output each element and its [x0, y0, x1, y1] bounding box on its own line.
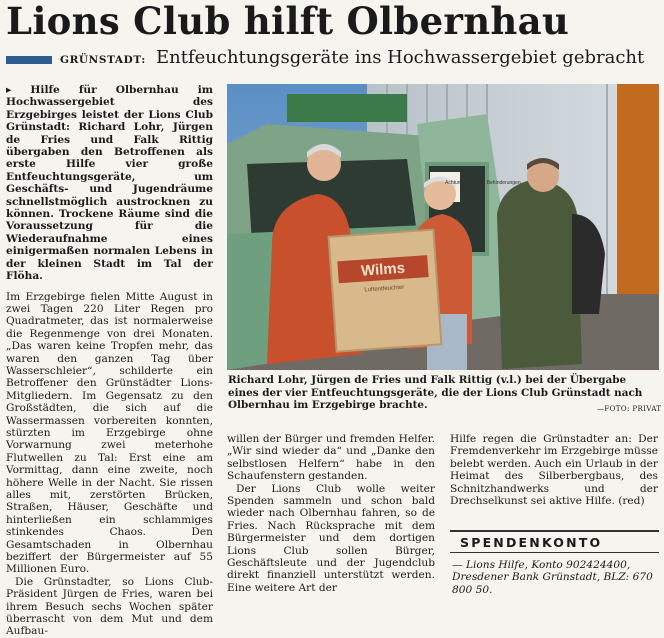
headline: Lions Club hilft Olbernhau [6, 0, 570, 43]
body-paragraph: Die Grünstadter, so Lions Club-Präsident Jürgen de Fries, waren bei ihrem Besuch sechs Wochen später überrascht von dem Mut und dem Aufbau- [6, 575, 213, 638]
donation-top-rule [450, 530, 659, 532]
photo-credit: —FOTO: PRIVAT [597, 405, 662, 413]
subheadline: Entfeuchtungsgeräte ins Hochwassergebiet gebracht [156, 47, 645, 68]
box-brand-label: Wilms [360, 259, 406, 280]
sign-label: Achtung Baustelle Behinderungen [445, 180, 521, 186]
article-column-2 [227, 433, 435, 609]
article-column-1 [6, 84, 213, 638]
donation-rule [450, 552, 659, 553]
article-column-3 [450, 433, 658, 523]
box-subtitle-label: Luftentfeuchter [364, 284, 405, 294]
kicker-location: GRÜNSTADT: [60, 54, 146, 66]
photo-caption: Richard Lohr, Jürgen de Fries und Falk Rittig (v.l.) bei der Übergabe eines der vier Entfeuchtungsgeräte, die der Lions Club Grünstadt nach Olbernhau im Erzgebirge brachte. [228, 374, 643, 412]
lead-paragraph [6, 84, 213, 283]
photo-illustration [227, 84, 659, 370]
body-paragraph: Der Lions Club wolle weiter Spenden sammeln und schon bald wieder nach Olbernhau fahren, so de Fries. Nach Rücksprache mit dem Bürgermeister und dem dortigen Lions Club sollen Bürger, Geschäftsleute und der Jugendclub direkt finanziell unterstützt werden. Eine weitere Art der [227, 482, 435, 594]
article-photo [227, 84, 659, 370]
kicker-rule [6, 56, 52, 64]
donation-account-text: — Lions Hilfe, Konto 902424400, Dresdener Bank Grünstadt, BLZ: 670 800 50. [452, 559, 653, 596]
lead-marker-icon: ▸ [6, 84, 12, 96]
body-paragraph: Im Erzgebirge fielen Mitte August in zwei Tagen 220 Liter Regen pro Quadratmeter, das ist normalerweise die Regenmenge von drei Monaten. „Das waren keine Tropfen mehr, das waren den ganzen Tag über Wasserschleier“, schilderte ein Betroffener den Grünstädter Lions-Mitgliedern. Im Gegensatz zu den Großstädten, die sich auf die Wassermassen vorbereiten konnten, stürzten im Erzgebirge ohne Vorwarnung zwei meterhohe Flutwellen zu Tal: Erst eine am Vormittag, dann eine zweite, noch höhere Welle in der Nacht. Sie rissen alles mit, zerstörten Brücken, Straßen, Häuser, Geschäfte und hinterließen ein schlammiges stinkendes Chaos. Den Gesamtschaden in Olbernhau beziffert der Bürgermeister auf 55 Millionen Euro. [6, 290, 213, 576]
donation-title: SPENDENKONTO [460, 535, 603, 550]
body-paragraph: Hilfe regen die Grünstadter an: Der Fremdenverkehr im Erzgebirge müsse belebt werden. Auch ein Urlaub in der Heimat des Silberbergbaus, des Schnitzhandwerks und der Drechselkunst sei aktive Hilfe. (red) [450, 433, 658, 508]
body-paragraph: willen der Bürger und fremden Helfer. „Wir sind wieder da“ und „Danke den selbstlosen Helfern“ habe in den Schaufenstern gestanden. [227, 433, 435, 483]
lead-text: Hilfe für Olbernhau im Hochwassergebiet des Erzgebirges leistet der Lions Club Grünstadt: Richard Lohr, Jürgen de Fries und Falk Rittig übergaben den Betroffenen als erste Hilfe vier große Entfeuchtungsgeräte, um Geschäfts- und Jugendräume schnellstmöglich austrocknen zu können. Trockene Räume sind die Voraussetzung für die Wiederaufnahme eines einigermaßen normalen Lebens in der kleinen Stadt im Tal der Flöha. [6, 84, 213, 283]
